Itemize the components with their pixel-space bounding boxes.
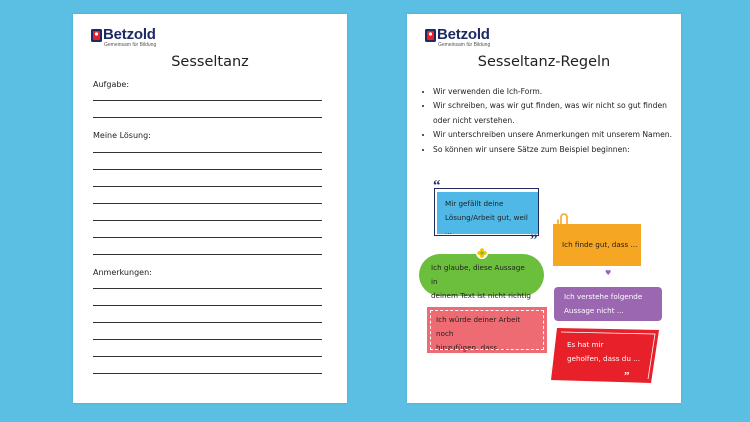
field-label-notes: Anmerkungen: [93,268,152,277]
phrase-line: Es hat mir [567,340,604,349]
answer-line[interactable] [93,186,322,187]
phrase-line: Ich würde deiner Arbeit noch [436,315,521,338]
answer-line[interactable] [93,220,322,221]
field-label-solution: Meine Lösung: [93,131,151,140]
answer-line[interactable] [93,356,322,357]
phrase-bubble-green [419,254,544,300]
answer-line[interactable] [93,237,322,238]
page-title: Sesseltanz [171,54,249,70]
rules-list [421,85,683,157]
rule-item: • Wir verwenden die Ich-Form. [433,85,683,99]
answer-line[interactable] [93,288,322,289]
logo-wordmark: Betzold [437,26,490,43]
answer-line[interactable] [93,203,322,204]
answer-line[interactable] [93,117,322,118]
worksheet-sesseltanz [73,14,347,403]
answer-line[interactable] [93,100,322,101]
phrase-line: Aussage nicht ... [564,306,624,315]
phrase-line: Ich glaube, diese Aussage in [431,263,525,286]
phrase-line: Ich finde gut, dass ... [562,240,638,249]
answer-line[interactable] [93,169,322,170]
rule-item: • So können wir unsere Sätze zum Beispiel beginnen: [433,143,683,157]
answer-line[interactable] [93,254,322,255]
worksheet-sesseltanz-regeln [407,14,681,403]
phrase-line: geholfen, dass du ... [567,354,641,363]
phrase-line: deinem Text ist nicht richtig [431,291,531,300]
paperclip-icon [557,211,569,237]
phrase-line: Mir gefällt deine [445,199,504,208]
phrase-text-red [567,338,640,366]
answer-line[interactable] [93,339,322,340]
logo-tagline: Gemeinsam für Bildung [104,42,157,48]
phrase-line: Lösung/Arbeit gut, weil ... [445,213,528,236]
heart-icon: ♥ [605,269,612,277]
answer-line[interactable] [93,305,322,306]
logo-tagline: Gemeinsam für Bildung [438,42,491,48]
quote-open-icon: “ [433,178,441,194]
flower-icon [476,247,488,259]
field-label-task: Aufgabe: [93,80,130,89]
phrase-line: Ich verstehe folgende [564,292,643,301]
answer-line[interactable] [93,152,322,153]
betzold-logo-icon [91,29,102,42]
phrase-frame [434,188,539,236]
rule-item: • Wir schreiben, was wir gut finden, was wir nicht so gut finden oder nicht verstehen. [433,99,683,128]
page-title: Sesseltanz-Regeln [477,54,611,70]
answer-line[interactable] [93,373,322,374]
phrase-bubble-pink [427,307,547,353]
quote-close-icon: ” [624,370,630,382]
betzold-logo-icon [425,29,436,42]
answer-line[interactable] [93,322,322,323]
phrase-line: hinzufügen, dass ... [436,343,507,352]
rule-item: • Wir unterschreiben unsere Anmerkungen mit unserem Namen. [433,128,683,142]
phrase-bubble-purple [554,287,662,321]
logo-wordmark: Betzold [103,26,156,43]
quote-close-icon: ” [530,232,538,248]
